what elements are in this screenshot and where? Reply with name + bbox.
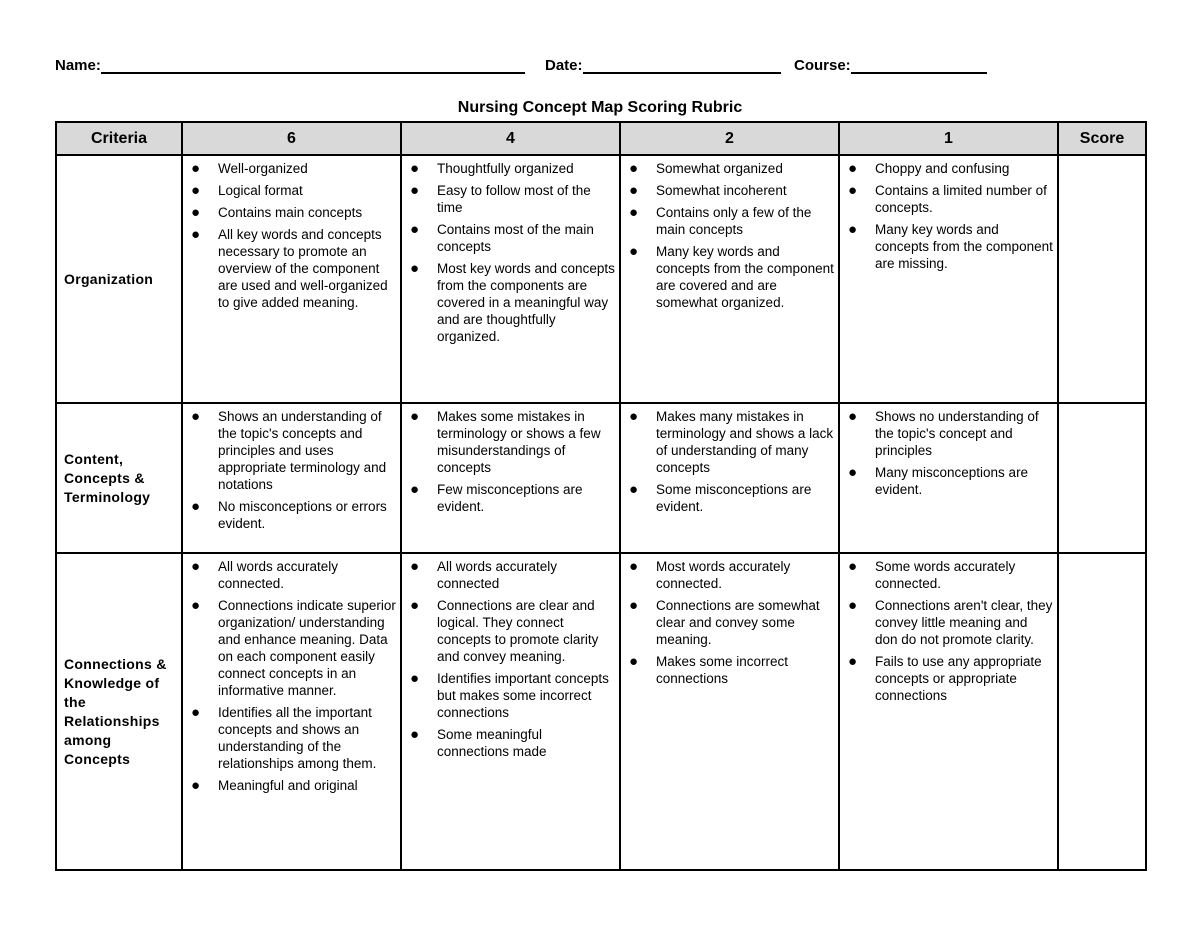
bullet-list [629, 558, 834, 687]
level-2-cell [620, 155, 839, 403]
course-field [794, 56, 987, 74]
score-cell[interactable] [1058, 553, 1146, 870]
name-label: Name: [55, 57, 101, 74]
list-item: ● Connections aren't clear, they convey little meaning and don do not promote clarity. [848, 597, 1053, 648]
criteria-cell: Organization [56, 155, 182, 403]
list-item: ● Many key words and concepts from the component are missing. [848, 221, 1053, 272]
bullet-list [410, 558, 615, 760]
list-item: ● Contains main concepts [191, 204, 396, 221]
course-blank-line[interactable] [851, 56, 987, 74]
list-item: ● No misconceptions or errors evident. [191, 498, 396, 532]
page-title: Nursing Concept Map Scoring Rubric [457, 99, 743, 116]
list-item: ● Contains only a few of the main concepts [629, 204, 834, 238]
score-cell[interactable] [1058, 155, 1146, 403]
bullet-list [848, 558, 1053, 704]
list-item: ● Few misconceptions are evident. [410, 481, 615, 515]
list-item: ● Many misconceptions are evident. [848, 464, 1053, 498]
level-2-cell [620, 553, 839, 870]
list-item: ● All words accurately connected [410, 558, 615, 592]
list-item: ● Somewhat incoherent [629, 182, 834, 199]
list-item: ● Some misconceptions are evident. [629, 481, 834, 515]
level-6-cell [182, 403, 401, 553]
name-field [55, 56, 525, 74]
list-item: ● Shows no understanding of the topic's concept and principles [848, 408, 1053, 459]
list-item: ● Shows an understanding of the topic's concepts and principles and uses appropriate terminology and notations [191, 408, 396, 493]
level-4-cell [401, 403, 620, 553]
list-item: ● Makes some mistakes in terminology or shows a few misunderstandings of concepts [410, 408, 615, 476]
level-6-cell [182, 553, 401, 870]
table-row [56, 155, 1146, 403]
bullet-list [191, 160, 396, 311]
level-1-cell [839, 155, 1058, 403]
bullet-list [191, 408, 396, 532]
list-item: ● Most key words and concepts from the components are covered in a meaningful way and are thoughtfully organized. [410, 260, 615, 345]
level-1-cell [839, 403, 1058, 553]
list-item: ● Identifies important concepts but makes some incorrect connections [410, 670, 615, 721]
column-header-1: 1 [839, 122, 1058, 155]
bullet-list [410, 160, 615, 345]
column-header-6: 6 [182, 122, 401, 155]
criteria-cell: Connections & Knowledge of the Relationships among Concepts [56, 553, 182, 870]
name-blank-line[interactable] [101, 56, 525, 74]
list-item: ● Meaningful and original [191, 777, 396, 794]
list-item: ● All key words and concepts necessary to promote an overview of the component are used and well-organized to give added meaning. [191, 226, 396, 311]
score-cell[interactable] [1058, 403, 1146, 553]
bullet-list [191, 558, 396, 794]
list-item: ● Logical format [191, 182, 396, 199]
bullet-list [410, 408, 615, 515]
list-item: ● Some meaningful connections made [410, 726, 615, 760]
list-item: ● Contains most of the main concepts [410, 221, 615, 255]
list-item: ● Identifies all the important concepts and shows an understanding of the relationships among them. [191, 704, 396, 772]
list-item: ● Contains a limited number of concepts. [848, 182, 1053, 216]
table-row [56, 553, 1146, 870]
list-item: ● Most words accurately connected. [629, 558, 834, 592]
bullet-list [848, 408, 1053, 498]
list-item: ● Thoughtfully organized [410, 160, 615, 177]
rubric-table [55, 121, 1147, 871]
level-6-cell [182, 155, 401, 403]
list-item: ● Connections indicate superior organization/ understanding and enhance meaning. Data on each component easily connect concepts in an informative manner. [191, 597, 396, 699]
bullet-list [629, 160, 834, 311]
bullet-list [848, 160, 1053, 272]
bullet-list [629, 408, 834, 515]
level-4-cell [401, 155, 620, 403]
column-header-criteria: Criteria [56, 122, 182, 155]
list-item: ● Somewhat organized [629, 160, 834, 177]
level-1-cell [839, 553, 1058, 870]
list-item: ● All words accurately connected. [191, 558, 396, 592]
list-item: ● Connections are somewhat clear and convey some meaning. [629, 597, 834, 648]
course-label: Course: [794, 57, 851, 74]
list-item: ● Some words accurately connected. [848, 558, 1053, 592]
date-field [545, 56, 781, 74]
table-row [56, 403, 1146, 553]
header-row [56, 122, 1146, 155]
criteria-cell: Content, Concepts & Terminology [56, 403, 182, 553]
list-item: ● Fails to use any appropriate concepts or appropriate connections [848, 653, 1053, 704]
list-item: ● Well-organized [191, 160, 396, 177]
date-blank-line[interactable] [583, 56, 781, 74]
level-2-cell [620, 403, 839, 553]
level-4-cell [401, 553, 620, 870]
list-item: ● Choppy and confusing [848, 160, 1053, 177]
list-item: ● Connections are clear and logical. They connect concepts to promote clarity and convey meaning. [410, 597, 615, 665]
list-item: ● Makes some incorrect connections [629, 653, 834, 687]
column-header-2: 2 [620, 122, 839, 155]
list-item: ● Easy to follow most of the time [410, 182, 615, 216]
list-item: ● Makes many mistakes in terminology and shows a lack of understanding of many concepts [629, 408, 834, 476]
date-label: Date: [545, 57, 583, 74]
column-header-4: 4 [401, 122, 620, 155]
list-item: ● Many key words and concepts from the component are covered and are somewhat organized. [629, 243, 834, 311]
column-header-score: Score [1058, 122, 1146, 155]
